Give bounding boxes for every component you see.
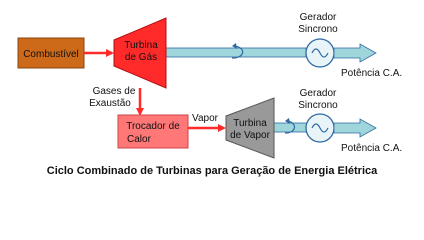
turbina-vapor-line1: Turbina	[233, 118, 267, 129]
steam-turbine-shaft	[274, 123, 308, 132]
combustivel-label: Combustível	[23, 49, 79, 60]
gerador-1-line1: Gerador	[299, 12, 337, 23]
trocador-calor-line2: Calor	[127, 134, 151, 145]
gases-exaustao-line1: Gases de	[92, 86, 136, 97]
output-arrow-1	[334, 44, 376, 62]
gerador-2-line2: Sincrono	[298, 100, 338, 111]
turbina-gas-line2: de Gás	[124, 52, 158, 63]
gases-exaustao-line2: Exaustão	[89, 98, 131, 109]
gerador-1-line2: Sincrono	[298, 24, 338, 35]
output-arrow-2	[334, 119, 376, 137]
potencia-2-label: Potência C.A.	[341, 143, 403, 154]
turbina-vapor-line2: de Vapor	[230, 130, 270, 141]
trocador-calor-line1: Trocador de	[126, 121, 180, 132]
turbina-gas-line1: Turbina	[124, 40, 158, 51]
vapor-label: Vapor	[192, 113, 218, 124]
diagram-caption: Ciclo Combinado de Turbinas para Geração de Energia Elétrica	[46, 165, 378, 177]
gas-turbine-shaft	[166, 48, 306, 57]
gerador-2-line1: Gerador	[299, 88, 337, 99]
potencia-1-label: Potência C.A.	[341, 68, 403, 79]
